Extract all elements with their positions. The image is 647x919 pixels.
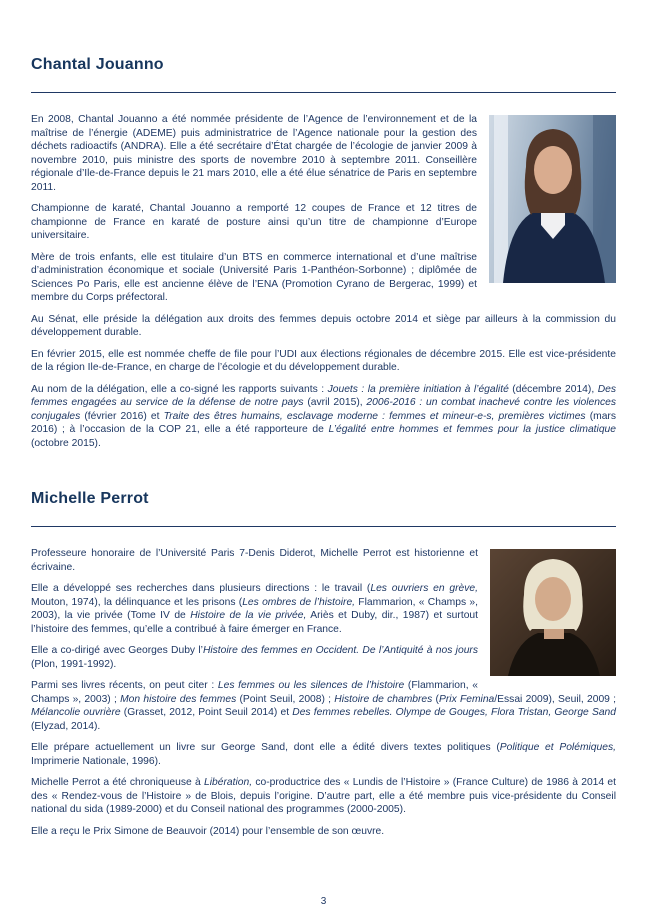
text-run: (mars 2016) ; à l’occasion de la COP 21, elle a été rapporteure de [31, 410, 619, 435]
text-run: Flammarion, « Champs », 2003), la vie privée (Tome IV de [31, 596, 481, 621]
italic-text-run: Jouets : la première initiation à l’égalité [327, 383, 509, 395]
italic-text-run: Traite des êtres humains, esclavage moderne : femmes et mineur-e-s, premières victimes [163, 410, 586, 422]
text-run: (octobre 2015). [31, 424, 619, 449]
text-run: co-productrice des « Lundis de l’Histoire » (France Culture) de 1986 à 2014 et des « Rendez-vous de l’Histoire » de Blois, depuis l’origine. D’autre part, elle a été membre puis vice-présidente du Conseil national du sida (1989-2000) et du Conseil national des programmes (2000-2005). [31, 777, 619, 815]
text-run: (Elyzad, 2014). [31, 707, 619, 732]
italic-text-run: Histoire de la vie privée, [190, 610, 307, 621]
text-run: (avril 2015), [303, 397, 367, 408]
italic-text-run: Histoire des femmes en Occident. De l’Antiquité à nos jours [202, 645, 478, 656]
text-run: En février 2015, elle est nommée cheffe de file pour l’UDI aux élections régionales de décembre 2015. Elle est vice-présidente de la région Ile-de-France, en charge de l’écologie et du développement durable. [31, 348, 619, 373]
italic-text-run: 2006-2016 : un combat inachevé contre les violences conjugales [31, 397, 619, 422]
italic-text-run: Libération, [203, 777, 253, 788]
text-run: Elle a co-dirigé avec Georges Duby l’ [31, 645, 203, 656]
paragraph [31, 313, 619, 340]
section-michelle-perrot [31, 490, 619, 838]
text-run: (Plon, 1991-1992). [31, 645, 481, 670]
text-run: Au Sénat, elle préside la délégation aux droits des femmes depuis octobre 2014 et siège par ailleurs à la commission du développement durable. [31, 313, 619, 338]
italic-text-run: Histoire de chambres [334, 693, 433, 705]
text-run: (Point Seuil, 2008) ; [236, 693, 335, 705]
text-run: /Essai 2009), Seuil, 2009 ; [494, 693, 619, 705]
chantal-jouanno-photo [489, 115, 616, 283]
text-run: Parmi ses livres récents, on peut citer : [31, 680, 218, 691]
paragraph [31, 679, 619, 733]
michelle-perrot-portrait-illustration [490, 549, 616, 676]
text-run: Imprimerie Nationale, 1996). [31, 742, 619, 767]
italic-text-run: Les ouvriers en grève, [370, 583, 478, 594]
section-body [31, 547, 619, 838]
text-run: (décembre 2014), [508, 383, 598, 395]
text-run: Elle a reçu le Prix Simone de Beauvoir (2014) pour l’ensemble de son œuvre. [31, 825, 385, 837]
text-run: Mère de trois enfants, elle est titulaire d’un BTS en commerce international et d’une maîtrise d’administration économique et sociale (Université Paris 1-Panthéon-Sorbonne) ; diplômée de Sciences Po Paris, elle est ancienne élève de l’ENA (Promotion Cyrano de Bergerac, 1999) et membre du Corps préfectoral. [31, 251, 480, 303]
text-run: Championne de karaté, Chantal Jouanno a remporté 12 coupes de France et 12 titres de championne de France en karaté de posture ainsi qu’un titre de championne d’Europe universitaire. [31, 203, 480, 241]
text-run: Elle prépare actuellement un livre sur George Sand, dont elle a édité divers textes politiques ( [31, 742, 500, 753]
text-run: Professeure honoraire de l’Université Paris 7-Denis Diderot, Michelle Perrot est historienne et écrivaine. [31, 548, 481, 573]
text-run: En 2008, Chantal Jouanno a été nommée présidente de l’Agence de l’environnement et de la maîtrise de l’énergie (ADEME) puis administratrice de l’Agence nationale pour la gestion des déchets radioactifs (ANDRA). Elle a été secrétaire d’État chargée de l’écologie de janvier 2009 à novembre 2010, puis ministre des sports de novembre 2010 à septembre 2011. Conseillère régionale d’Ile-de-France depuis le 21 mars 2010, elle a été élue sénatrice de Paris en septembre 2011. [31, 114, 480, 193]
italic-text-run: Mélancolie ouvrière [31, 707, 121, 718]
heading-rule [31, 526, 616, 527]
italic-text-run: Prix Femina [438, 693, 495, 705]
text-run: (Flammarion, « Champs », 2003) ; [31, 680, 481, 705]
italic-text-run: Des femmes rebelles. Olympe de Gouges, Flora Tristan, George Sand [292, 707, 616, 718]
text-run: Au nom de la délégation, elle a co-signé les rapports suivants : [31, 383, 328, 395]
section-body [31, 113, 619, 450]
section-heading: Michelle Perrot [31, 490, 149, 507]
heading-rule [31, 92, 616, 93]
italic-text-run: L’égalité entre hommes et femmes pour la justice climatique [328, 424, 617, 435]
paragraph [31, 383, 619, 451]
chantal-jouanno-portrait-illustration [489, 115, 616, 283]
italic-text-run: Mon histoire des femmes [120, 693, 237, 705]
section-chantal-jouanno [31, 56, 619, 450]
text-run: Ariès et Duby, dir., 1987) et surtout l’histoire des femmes, qu’elle a contribué à faire émerger en France. [31, 610, 481, 635]
paragraph [31, 348, 619, 375]
text-run: Michelle Perrot a été chroniqueuse à [31, 777, 204, 788]
page-number: 3 [320, 896, 327, 907]
text-run: Mouton, 1974), la délinquance et les prisons ( [31, 583, 481, 608]
paragraph [31, 741, 619, 768]
text-run: (Grasset, 2012, Point Seuil 2014) et [120, 707, 293, 718]
text-run: ( [432, 693, 439, 705]
text-run: Elle a développé ses recherches dans plusieurs directions : le travail ( [31, 583, 371, 594]
text-run: (février 2016) et [80, 410, 164, 422]
italic-text-run: Politique et Polémiques, [499, 742, 616, 753]
italic-text-run: Des femmes engagées au service de la défense de notre pays [31, 383, 619, 408]
italic-text-run: Les ombres de l’histoire, [242, 596, 356, 608]
section-heading: Chantal Jouanno [31, 56, 164, 73]
italic-text-run: Les femmes ou les silences de l’histoire [217, 680, 405, 691]
paragraph [31, 825, 616, 839]
paragraph [31, 776, 619, 817]
michelle-perrot-photo [490, 549, 616, 676]
